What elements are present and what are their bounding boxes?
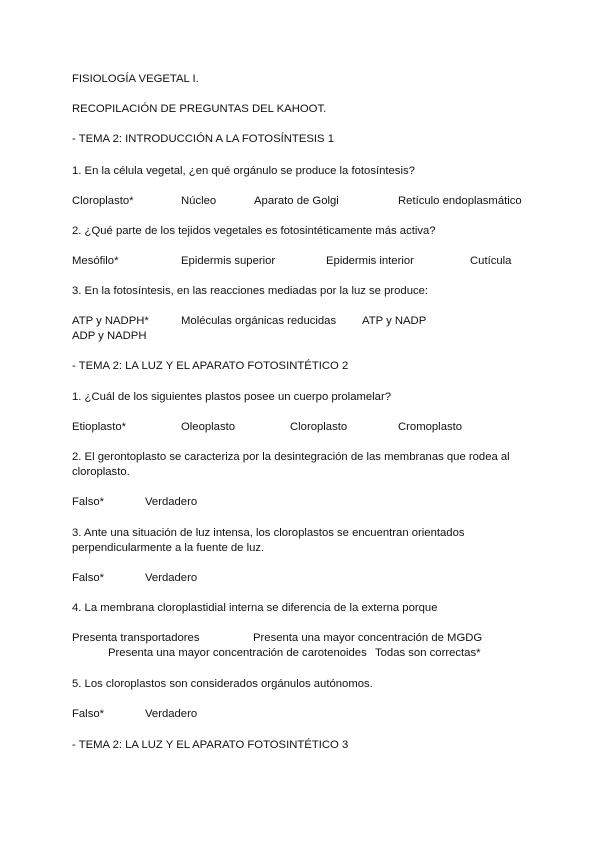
question-text: 1. ¿Cuál de los siguientes plastos posee un cuerpo prolamelar? <box>72 391 392 403</box>
answer-option: Presenta transportadores <box>72 632 200 644</box>
answer-option-correct: Etioplasto* <box>72 421 127 433</box>
question-text: 5. Los cloroplastos son considerados orgánulos autónomos. <box>72 678 373 690</box>
answer-option: Verdadero <box>145 496 198 508</box>
answer-option: Moléculas orgánicas reducidas <box>181 315 337 327</box>
answer-option-correct: Falso* <box>72 496 105 508</box>
answer-option: Epidermis superior <box>181 255 276 267</box>
question-text: 3. En la fotosíntesis, en las reacciones mediadas por la luz se produce: <box>72 285 429 297</box>
answer-option: Cloroplasto <box>290 421 348 433</box>
answer-option: Retículo endoplasmático <box>398 195 522 207</box>
section-heading: - TEMA 2: LA LUZ Y EL APARATO FOTOSINTÉTICO 3 <box>72 739 349 751</box>
answer-option-correct: ATP y NADPH* <box>72 315 149 327</box>
answer-option-correct: Falso* <box>72 572 105 584</box>
question-text: 2. El gerontoplasto se caracteriza por la desintegración de las membranas que rodea al <box>72 451 510 463</box>
answer-option: Verdadero <box>145 572 198 584</box>
answer-option: ADP y NADPH <box>72 330 147 342</box>
answer-option: Cutícula <box>470 255 512 267</box>
question-text: 1. En la célula vegetal, ¿en qué orgánulo se produce la fotosíntesis? <box>72 165 415 177</box>
answer-option: Presenta una mayor concentración de carotenoides <box>108 647 367 659</box>
question-text: 3. Ante una situación de luz intensa, los cloroplastos se encuentran orientados <box>72 527 465 539</box>
document-subtitle: RECOPILACIÓN DE PREGUNTAS DEL KAHOOT. <box>72 103 327 115</box>
answer-option: Epidermis interior <box>326 255 414 267</box>
answer-option-correct: Todas son correctas* <box>375 647 481 659</box>
answer-option: Presenta una mayor concentración de MGDG <box>253 632 483 644</box>
document-title: FISIOLOGÍA VEGETAL I. <box>72 73 199 85</box>
answer-option: Aparato de Golgi <box>254 195 339 207</box>
answer-option: Cromoplasto <box>398 421 463 433</box>
answer-option-correct: Cloroplasto* <box>72 195 134 207</box>
answer-option: Núcleo <box>181 195 217 207</box>
question-text: 2. ¿Qué parte de los tejidos vegetales es fotosintéticamente más activa? <box>72 225 436 237</box>
section-heading: - TEMA 2: LA LUZ Y EL APARATO FOTOSINTÉTICO 2 <box>72 360 349 372</box>
answer-option-correct: Falso* <box>72 708 105 720</box>
answer-option: Verdadero <box>145 708 198 720</box>
question-text: perpendicularmente a la fuente de luz. <box>72 542 265 554</box>
question-text: 4. La membrana cloroplastidial interna se diferencia de la externa porque <box>72 602 438 614</box>
answer-option-correct: Mesófilo* <box>72 255 119 267</box>
answer-option: ATP y NADP <box>362 315 427 327</box>
answer-option: Oleoplasto <box>181 421 236 433</box>
question-text: cloroplasto. <box>72 466 130 478</box>
section-heading: - TEMA 2: INTRODUCCIÓN A LA FOTOSÍNTESIS 1 <box>72 133 334 145</box>
